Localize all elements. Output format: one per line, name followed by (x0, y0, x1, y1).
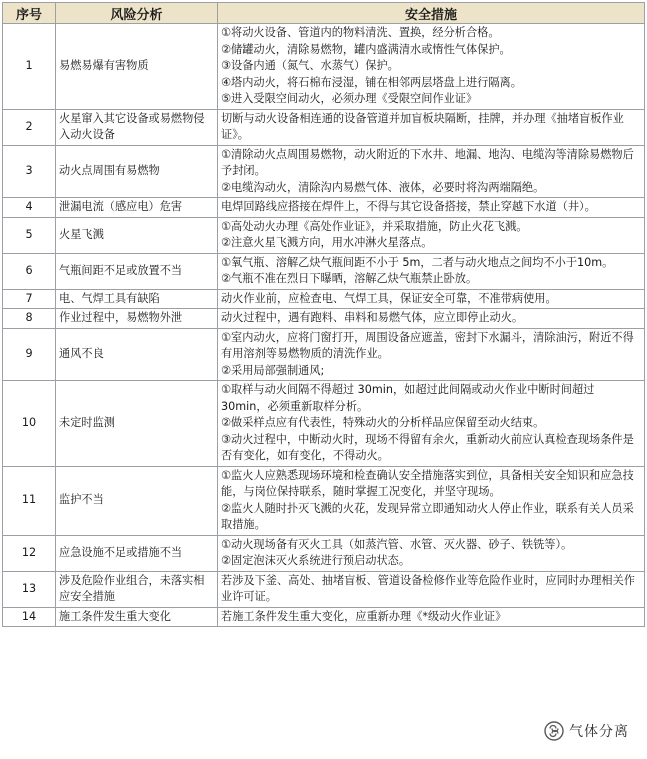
safety-measures (218, 198, 645, 218)
measure-item: ②注意火星飞溅方向，用水冲淋火星落点。 (221, 236, 433, 249)
row-number: 3 (3, 145, 56, 198)
measure-item: ③设备内通（氮气、水蒸气）保护。 (221, 59, 399, 72)
risk-analysis: 施工条件发生重大变化 (56, 607, 218, 627)
risk-analysis: 动火点周围有易燃物 (56, 145, 218, 198)
measure-item: 切断与动火设备相连通的设备管道并加盲板块隔断，挂牌，并办理《抽堵盲板作业证》。 (221, 111, 624, 141)
table-row (3, 109, 645, 145)
measure-item: ②气瓶不准在烈日下曝晒，溶解乙炔气瓶禁止卧放。 (221, 272, 478, 285)
table-row (3, 198, 645, 218)
safety-measures (218, 253, 645, 289)
row-number: 13 (3, 571, 56, 607)
table-row (3, 24, 645, 110)
watermark (540, 720, 633, 742)
table-row (3, 466, 645, 535)
measure-item: ②储罐动火，清除易燃物，罐内盛满清水或惰性气体保护。 (221, 42, 511, 56)
header-risk: 风险分析 (56, 3, 218, 24)
measure-item: ①氧气瓶、溶解乙炔气瓶间距不小于 5m，二者与动火地点之间均不小于10m。 (221, 255, 614, 269)
safety-measures (218, 535, 645, 571)
measure-item: ②采用局部强制通风; (221, 363, 325, 377)
table-row (3, 309, 645, 329)
risk-measures-table (2, 2, 645, 627)
measure-item: ⑤进入受限空间动火，必须办理《受限空间作业证》 (221, 92, 478, 105)
row-number: 8 (3, 309, 56, 329)
measure-item: ①取样与动火间隔不得超过 30min，如超过此间隔或动火作业中断时间超过 30min，必须重新取样分析。 (221, 383, 595, 413)
measure-item: 动火过程中，遇有跑料、串料和易燃气体，应立即停止动火。 (221, 311, 524, 324)
row-number: 10 (3, 381, 56, 467)
row-number: 12 (3, 535, 56, 571)
measure-item: ①动火现场备有灭火工具（如蒸汽管、水管、灭火器、砂子、铁铣等）。 (221, 537, 573, 551)
measure-item: ①将动火设备、管道内的物料清洗、置换，经分析合格。 (221, 26, 500, 39)
measure-item: ①高处动火办理《高处作业证》，并采取措施，防止火花飞溅。 (221, 219, 528, 233)
measure-item: ②电缆沟动火，清除沟内易燃气体、液体，必要时将沟两端隔绝。 (221, 180, 545, 194)
header-row (3, 3, 645, 24)
safety-measures (218, 289, 645, 309)
risk-analysis: 电、气焊工具有缺陷 (56, 289, 218, 309)
table-row (3, 535, 645, 571)
risk-analysis: 易燃易爆有害物质 (56, 24, 218, 110)
safety-measures (218, 217, 645, 253)
measure-item: 若施工条件发生重大变化，应重新办理《*级动火作业证》 (221, 609, 507, 623)
risk-analysis: 火星飞溅 (56, 217, 218, 253)
wechat-official-account-icon (544, 721, 564, 741)
row-number: 11 (3, 466, 56, 535)
table-row (3, 571, 645, 607)
measure-item: ①监火人应熟悉现场环境和检查确认安全措施落实到位，具备相关安全知识和应急技能，与岗位保持联系，随时掌握工况变化，并坚守现场。 (221, 468, 634, 498)
safety-measures (218, 145, 645, 198)
table-row (3, 253, 645, 289)
table-row (3, 145, 645, 198)
safety-measures (218, 328, 645, 381)
safety-measures (218, 381, 645, 467)
safety-measures (218, 109, 645, 145)
row-number: 5 (3, 217, 56, 253)
table-row (3, 381, 645, 467)
watermark-text: 气体分离 (569, 724, 629, 740)
table-row (3, 328, 645, 381)
safety-measures (218, 24, 645, 110)
risk-analysis: 泄漏电流（感应电）危害 (56, 198, 218, 218)
table-row (3, 217, 645, 253)
row-number: 2 (3, 109, 56, 145)
safety-measures (218, 309, 645, 329)
measure-item: 动火作业前，应检查电、气焊工具，保证安全可靠，不准带病使用。 (221, 291, 557, 305)
row-number: 9 (3, 328, 56, 381)
row-number: 7 (3, 289, 56, 309)
safety-measures (218, 571, 645, 607)
row-number: 4 (3, 198, 56, 218)
measure-item: ①室内动火，应将门窗打开，周围设备应遮盖，密封下水漏斗，清除油污，附近不得有用溶剂等易燃物质的清洗作业。 (221, 330, 634, 360)
risk-analysis: 监护不当 (56, 466, 218, 535)
table-row (3, 289, 645, 309)
header-no: 序号 (3, 3, 56, 24)
risk-analysis: 气瓶间距不足或放置不当 (56, 253, 218, 289)
measure-item: ④塔内动火，将石棉布浸湿，铺在相邻两层塔盘上进行隔离。 (221, 75, 522, 89)
risk-analysis: 火星窜入其它设备或易燃物侵入动火设备 (56, 109, 218, 145)
header-measures: 安全措施 (218, 3, 645, 24)
measure-item: 若涉及下釜、高处、抽堵盲板、管道设备检修作业等危险作业时，应同时办理相关作业许可证。 (221, 573, 635, 603)
row-number: 1 (3, 24, 56, 110)
risk-analysis: 涉及危险作业组合，未落实相应安全措施 (56, 571, 218, 607)
measure-item: ②固定泡沫灭火系统进行预启动状态。 (221, 554, 411, 567)
row-number: 6 (3, 253, 56, 289)
table-body (3, 24, 645, 627)
table-row (3, 607, 645, 627)
safety-measures (218, 607, 645, 627)
measure-item: ③动火过程中，中断动火时，现场不得留有余火，重新动火前应认真检查现场条件是否有变化，如有变化，不得动火。 (221, 432, 634, 462)
measure-item: ②做采样点应有代表性，特殊动火的分析样品应保留至动火结束。 (221, 416, 545, 429)
row-number: 14 (3, 607, 56, 627)
measure-item: ②监火人随时扑灭飞溅的火花，发现异常立即通知动火人停止作业，联系有关人员采取措施。 (221, 501, 634, 531)
risk-analysis: 作业过程中，易燃物外泄 (56, 309, 218, 329)
risk-analysis: 应急设施不足或措施不当 (56, 535, 218, 571)
safety-measures (218, 466, 645, 535)
risk-analysis: 通风不良 (56, 328, 218, 381)
risk-analysis: 未定时监测 (56, 381, 218, 467)
measure-item: ①清除动火点周围易燃物，动火附近的下水井、地漏、地沟、电缆沟等清除易燃物后予封闭。 (221, 147, 634, 177)
measure-item: 电焊回路线应搭接在焊件上，不得与其它设备搭接，禁止穿越下水道（井）。 (221, 200, 596, 213)
